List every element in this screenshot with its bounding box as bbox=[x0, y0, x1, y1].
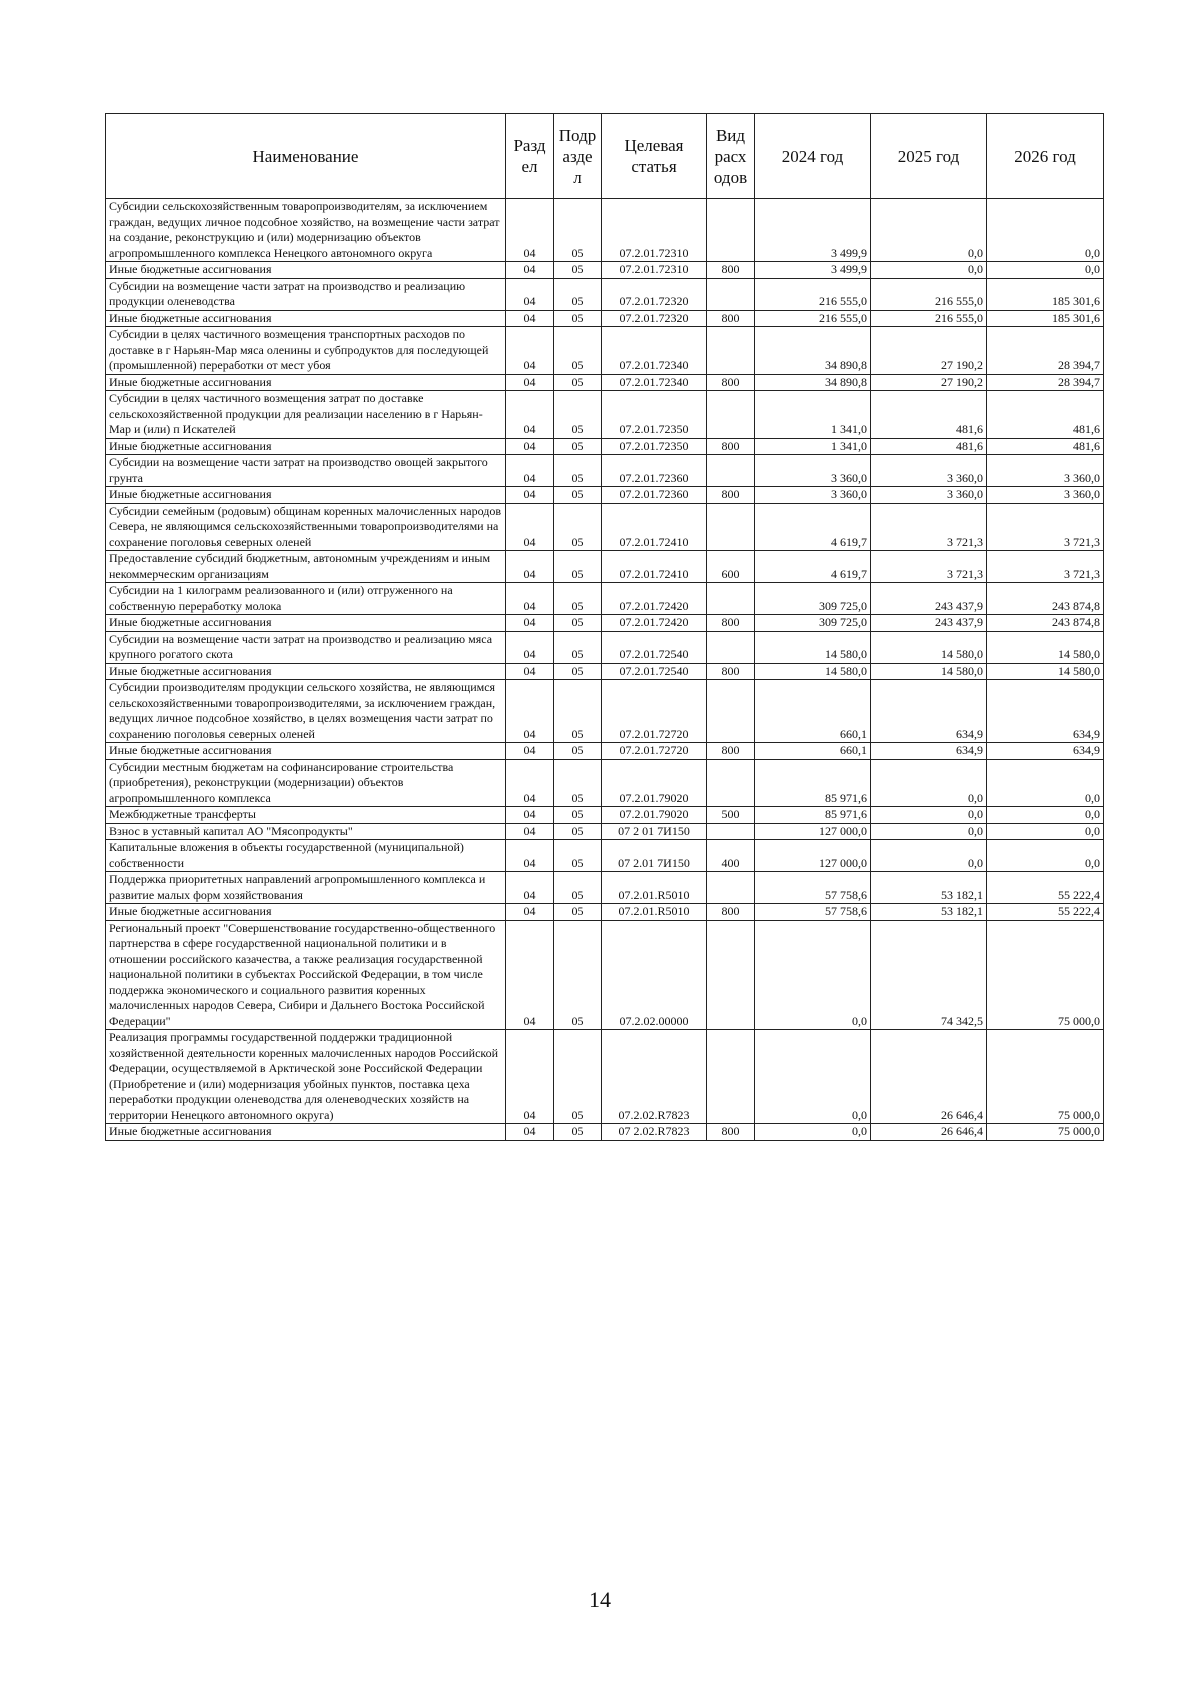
cell-2025: 0,0 bbox=[871, 840, 987, 872]
cell-name: Межбюджетные трансферты bbox=[106, 807, 506, 824]
cell-2025: 3 360,0 bbox=[871, 487, 987, 504]
cell-2026: 185 301,6 bbox=[987, 310, 1104, 327]
cell-target-article: 07.2.01.72410 bbox=[602, 551, 707, 583]
cell-name: Субсидии семейным (родовым) общинам коренных малочисленных народов Севера, не являющимся сельскохозяйственными товаропроизводителями на сохранение поголовья северных оленей bbox=[106, 503, 506, 551]
cell-name: Иные бюджетные ассигнования bbox=[106, 438, 506, 455]
cell-2026: 0,0 bbox=[987, 199, 1104, 262]
table-row bbox=[106, 615, 1104, 632]
cell-razdel: 04 bbox=[506, 904, 554, 921]
cell-2025: 3 721,3 bbox=[871, 503, 987, 551]
table-row bbox=[106, 759, 1104, 807]
cell-razdel: 04 bbox=[506, 327, 554, 375]
cell-2026: 3 721,3 bbox=[987, 551, 1104, 583]
cell-razdel: 04 bbox=[506, 503, 554, 551]
cell-2024: 3 360,0 bbox=[755, 487, 871, 504]
cell-2024: 1 341,0 bbox=[755, 391, 871, 439]
cell-2026: 634,9 bbox=[987, 680, 1104, 743]
cell-2026: 75 000,0 bbox=[987, 920, 1104, 1030]
table-row bbox=[106, 743, 1104, 760]
cell-target-article: 07.2.01.R5010 bbox=[602, 872, 707, 904]
cell-name: Субсидии в целях частичного возмещения транспортных расходов по доставке в г Нарьян-Мар мяса оленины и субпродуктов для последующей (промышленной) переработки от мест убоя bbox=[106, 327, 506, 375]
cell-2024: 216 555,0 bbox=[755, 278, 871, 310]
cell-target-article: 07.2.01.72720 bbox=[602, 680, 707, 743]
cell-expense-type bbox=[707, 327, 755, 375]
cell-target-article: 07.2.01.72320 bbox=[602, 310, 707, 327]
cell-podrazdel: 05 bbox=[554, 615, 602, 632]
table-row bbox=[106, 904, 1104, 921]
cell-podrazdel: 05 bbox=[554, 872, 602, 904]
cell-2024: 14 580,0 bbox=[755, 631, 871, 663]
cell-name: Субсидии на 1 килограмм реализованного и (или) отгруженного на собственную переработку молока bbox=[106, 583, 506, 615]
cell-2024: 14 580,0 bbox=[755, 663, 871, 680]
cell-razdel: 04 bbox=[506, 278, 554, 310]
cell-target-article: 07.2.01.72360 bbox=[602, 455, 707, 487]
cell-2024: 127 000,0 bbox=[755, 823, 871, 840]
cell-2025: 0,0 bbox=[871, 759, 987, 807]
cell-2026: 0,0 bbox=[987, 807, 1104, 824]
cell-expense-type: 800 bbox=[707, 262, 755, 279]
cell-2026: 55 222,4 bbox=[987, 904, 1104, 921]
cell-expense-type bbox=[707, 1030, 755, 1124]
table-row bbox=[106, 278, 1104, 310]
cell-expense-type bbox=[707, 631, 755, 663]
cell-podrazdel: 05 bbox=[554, 487, 602, 504]
cell-expense-type: 500 bbox=[707, 807, 755, 824]
page-number: 14 bbox=[589, 1587, 611, 1612]
cell-2025: 0,0 bbox=[871, 823, 987, 840]
budget-table bbox=[105, 113, 1104, 1141]
table-row bbox=[106, 823, 1104, 840]
cell-name: Субсидии на возмещение части затрат на производство овощей закрытого грунта bbox=[106, 455, 506, 487]
cell-target-article: 07.2.01.72340 bbox=[602, 327, 707, 375]
table-row bbox=[106, 1124, 1104, 1141]
cell-2026: 243 874,8 bbox=[987, 583, 1104, 615]
cell-expense-type: 400 bbox=[707, 840, 755, 872]
cell-2024: 3 360,0 bbox=[755, 455, 871, 487]
cell-2026: 3 721,3 bbox=[987, 503, 1104, 551]
header-name: Наименование bbox=[106, 114, 506, 199]
cell-razdel: 04 bbox=[506, 551, 554, 583]
cell-target-article: 07.2.02.R7823 bbox=[602, 1030, 707, 1124]
cell-podrazdel: 05 bbox=[554, 503, 602, 551]
cell-razdel: 04 bbox=[506, 663, 554, 680]
cell-podrazdel: 05 bbox=[554, 1030, 602, 1124]
cell-2024: 85 971,6 bbox=[755, 759, 871, 807]
cell-2024: 0,0 bbox=[755, 1124, 871, 1141]
cell-target-article: 07.2.01.72350 bbox=[602, 438, 707, 455]
cell-target-article: 07.2.01.72420 bbox=[602, 615, 707, 632]
cell-razdel: 04 bbox=[506, 823, 554, 840]
cell-2026: 3 360,0 bbox=[987, 487, 1104, 504]
cell-2025: 26 646,4 bbox=[871, 1124, 987, 1141]
cell-expense-type bbox=[707, 920, 755, 1030]
cell-razdel: 04 bbox=[506, 1124, 554, 1141]
cell-target-article: 07.2.01.72420 bbox=[602, 583, 707, 615]
cell-name: Взнос в уставный капитал АО "Мясопродукты" bbox=[106, 823, 506, 840]
cell-podrazdel: 05 bbox=[554, 663, 602, 680]
cell-razdel: 04 bbox=[506, 807, 554, 824]
cell-2025: 243 437,9 bbox=[871, 583, 987, 615]
cell-name: Иные бюджетные ассигнования bbox=[106, 487, 506, 504]
cell-podrazdel: 05 bbox=[554, 920, 602, 1030]
cell-2024: 0,0 bbox=[755, 920, 871, 1030]
header-vid: Вид расх одов bbox=[707, 114, 755, 199]
cell-2025: 53 182,1 bbox=[871, 872, 987, 904]
cell-name: Иные бюджетные ассигнования bbox=[106, 743, 506, 760]
cell-2025: 27 190,2 bbox=[871, 327, 987, 375]
cell-expense-type bbox=[707, 278, 755, 310]
cell-2026: 28 394,7 bbox=[987, 374, 1104, 391]
document-page bbox=[105, 113, 1103, 1141]
cell-target-article: 07.2.01.72310 bbox=[602, 262, 707, 279]
cell-razdel: 04 bbox=[506, 872, 554, 904]
cell-name: Региональный проект "Совершенствование государственно-общественного партнерства в сфере государственной национальной политики и в отношении российского казачества, а также реализация государственной национальной политики в субъектах Российской Федерации, в том числе поддержка экономического и социального развития коренных малочисленных народов Севера, Сибири и Дальнего Востока Российской Федерации" bbox=[106, 920, 506, 1030]
cell-expense-type: 800 bbox=[707, 743, 755, 760]
cell-target-article: 07.2.01.72410 bbox=[602, 503, 707, 551]
cell-2025: 0,0 bbox=[871, 262, 987, 279]
cell-2025: 243 437,9 bbox=[871, 615, 987, 632]
cell-2026: 185 301,6 bbox=[987, 278, 1104, 310]
cell-2024: 0,0 bbox=[755, 1030, 871, 1124]
cell-podrazdel: 05 bbox=[554, 391, 602, 439]
header-2025: 2025 год bbox=[871, 114, 987, 199]
cell-target-article: 07.2.01.72540 bbox=[602, 631, 707, 663]
cell-razdel: 04 bbox=[506, 615, 554, 632]
cell-name: Субсидии местным бюджетам на софинансирование строительства (приобретения), реконструкции (модернизации) объектов агропромышленного комплекса bbox=[106, 759, 506, 807]
cell-podrazdel: 05 bbox=[554, 199, 602, 262]
cell-expense-type: 800 bbox=[707, 663, 755, 680]
table-row bbox=[106, 438, 1104, 455]
cell-2026: 0,0 bbox=[987, 823, 1104, 840]
cell-target-article: 07.2.01.79020 bbox=[602, 807, 707, 824]
cell-name: Иные бюджетные ассигнования bbox=[106, 262, 506, 279]
cell-2025: 3 721,3 bbox=[871, 551, 987, 583]
cell-expense-type: 800 bbox=[707, 487, 755, 504]
cell-2025: 216 555,0 bbox=[871, 310, 987, 327]
cell-name: Капитальные вложения в объекты государственной (муниципальной) собственности bbox=[106, 840, 506, 872]
cell-razdel: 04 bbox=[506, 374, 554, 391]
cell-name: Субсидии сельскохозяйственным товаропроизводителям, за исключением граждан, ведущих личное подсобное хозяйство, на возмещение части затрат на создание, реконструкцию и (или) модернизацию объектов агропромышленного комплекса Ненецкого автономного округа bbox=[106, 199, 506, 262]
cell-2025: 26 646,4 bbox=[871, 1030, 987, 1124]
cell-2024: 57 758,6 bbox=[755, 872, 871, 904]
table-row bbox=[106, 551, 1104, 583]
cell-razdel: 04 bbox=[506, 840, 554, 872]
cell-target-article: 07.2.01.72340 bbox=[602, 374, 707, 391]
cell-target-article: 07 2 01 7И150 bbox=[602, 823, 707, 840]
cell-2025: 634,9 bbox=[871, 743, 987, 760]
cell-name: Иные бюджетные ассигнования bbox=[106, 663, 506, 680]
cell-2024: 1 341,0 bbox=[755, 438, 871, 455]
cell-2025: 481,6 bbox=[871, 438, 987, 455]
table-row bbox=[106, 680, 1104, 743]
cell-razdel: 04 bbox=[506, 262, 554, 279]
cell-name: Иные бюджетные ассигнования bbox=[106, 1124, 506, 1141]
cell-podrazdel: 05 bbox=[554, 310, 602, 327]
cell-razdel: 04 bbox=[506, 631, 554, 663]
cell-2026: 75 000,0 bbox=[987, 1030, 1104, 1124]
table-row bbox=[106, 199, 1104, 262]
cell-name: Иные бюджетные ассигнования bbox=[106, 374, 506, 391]
cell-2025: 53 182,1 bbox=[871, 904, 987, 921]
cell-podrazdel: 05 bbox=[554, 374, 602, 391]
cell-podrazdel: 05 bbox=[554, 807, 602, 824]
cell-2025: 14 580,0 bbox=[871, 663, 987, 680]
cell-2025: 481,6 bbox=[871, 391, 987, 439]
cell-podrazdel: 05 bbox=[554, 631, 602, 663]
cell-2025: 14 580,0 bbox=[871, 631, 987, 663]
cell-name: Иные бюджетные ассигнования bbox=[106, 310, 506, 327]
cell-2026: 481,6 bbox=[987, 391, 1104, 439]
cell-expense-type: 800 bbox=[707, 438, 755, 455]
table-row bbox=[106, 455, 1104, 487]
cell-2025: 216 555,0 bbox=[871, 278, 987, 310]
cell-razdel: 04 bbox=[506, 199, 554, 262]
cell-target-article: 07.2.01.72720 bbox=[602, 743, 707, 760]
cell-2025: 27 190,2 bbox=[871, 374, 987, 391]
cell-razdel: 04 bbox=[506, 391, 554, 439]
cell-2025: 3 360,0 bbox=[871, 455, 987, 487]
table-row bbox=[106, 663, 1104, 680]
cell-2024: 660,1 bbox=[755, 743, 871, 760]
cell-name: Реализация программы государственной поддержки традиционной хозяйственной деятельности коренных малочисленных народов Российской Федерации, осуществляемой в Арктической зоне Российской Федерации (Приобретение и (или) модернизация убойных пунктов, поставка цеха переработки продукции оленеводства для оленеводческих хозяйств на территории Ненецкого автономного округа) bbox=[106, 1030, 506, 1124]
table-header-row bbox=[106, 114, 1104, 199]
cell-expense-type bbox=[707, 503, 755, 551]
table-row bbox=[106, 807, 1104, 824]
table-row bbox=[106, 872, 1104, 904]
cell-2026: 0,0 bbox=[987, 262, 1104, 279]
cell-target-article: 07.2.01.72540 bbox=[602, 663, 707, 680]
cell-podrazdel: 05 bbox=[554, 438, 602, 455]
table-row bbox=[106, 920, 1104, 1030]
table-row bbox=[106, 503, 1104, 551]
table-row bbox=[106, 583, 1104, 615]
cell-2024: 4 619,7 bbox=[755, 503, 871, 551]
header-podrazdel: Подр азде л bbox=[554, 114, 602, 199]
cell-name: Субсидии производителям продукции сельского хозяйства, не являющимся сельскохозяйственными товаропроизводителями, за исключением граждан, ведущих личное подсобное хозяйство, в целях возмещения части затрат по сохранению поголовья северных оленей bbox=[106, 680, 506, 743]
cell-2026: 0,0 bbox=[987, 840, 1104, 872]
table-row bbox=[106, 631, 1104, 663]
cell-2024: 3 499,9 bbox=[755, 262, 871, 279]
cell-razdel: 04 bbox=[506, 455, 554, 487]
cell-2026: 75 000,0 bbox=[987, 1124, 1104, 1141]
cell-name: Иные бюджетные ассигнования bbox=[106, 904, 506, 921]
cell-expense-type: 800 bbox=[707, 1124, 755, 1141]
cell-2024: 127 000,0 bbox=[755, 840, 871, 872]
table-row bbox=[106, 262, 1104, 279]
table-row bbox=[106, 840, 1104, 872]
table-row bbox=[106, 310, 1104, 327]
header-razdel: Разд ел bbox=[506, 114, 554, 199]
table-row bbox=[106, 327, 1104, 375]
cell-name: Субсидии на возмещение части затрат на производство и реализацию мяса крупного рогатого скота bbox=[106, 631, 506, 663]
cell-expense-type bbox=[707, 759, 755, 807]
cell-target-article: 07.2.01.72350 bbox=[602, 391, 707, 439]
cell-razdel: 04 bbox=[506, 920, 554, 1030]
cell-razdel: 04 bbox=[506, 438, 554, 455]
cell-2025: 0,0 bbox=[871, 807, 987, 824]
cell-2026: 55 222,4 bbox=[987, 872, 1104, 904]
cell-razdel: 04 bbox=[506, 1030, 554, 1124]
cell-2026: 3 360,0 bbox=[987, 455, 1104, 487]
cell-expense-type bbox=[707, 199, 755, 262]
cell-razdel: 04 bbox=[506, 680, 554, 743]
cell-expense-type bbox=[707, 823, 755, 840]
cell-podrazdel: 05 bbox=[554, 680, 602, 743]
cell-target-article: 07.2.02.00000 bbox=[602, 920, 707, 1030]
cell-expense-type bbox=[707, 391, 755, 439]
cell-2024: 309 725,0 bbox=[755, 583, 871, 615]
header-celevaya: Целевая статья bbox=[602, 114, 707, 199]
cell-2026: 481,6 bbox=[987, 438, 1104, 455]
cell-2024: 85 971,6 bbox=[755, 807, 871, 824]
cell-2026: 634,9 bbox=[987, 743, 1104, 760]
cell-razdel: 04 bbox=[506, 487, 554, 504]
cell-2024: 216 555,0 bbox=[755, 310, 871, 327]
cell-2024: 3 499,9 bbox=[755, 199, 871, 262]
cell-2026: 14 580,0 bbox=[987, 631, 1104, 663]
cell-podrazdel: 05 bbox=[554, 278, 602, 310]
header-2024: 2024 год bbox=[755, 114, 871, 199]
cell-podrazdel: 05 bbox=[554, 904, 602, 921]
cell-target-article: 07.2.01.72320 bbox=[602, 278, 707, 310]
cell-name: Субсидии в целях частичного возмещения затрат по доставке сельскохозяйственной продукции для реализации населению в г Нарьян-Мар и (или) п Искателей bbox=[106, 391, 506, 439]
cell-razdel: 04 bbox=[506, 743, 554, 760]
cell-2025: 634,9 bbox=[871, 680, 987, 743]
cell-expense-type: 800 bbox=[707, 615, 755, 632]
table-row bbox=[106, 374, 1104, 391]
cell-podrazdel: 05 bbox=[554, 759, 602, 807]
cell-target-article: 07 2.02.R7823 bbox=[602, 1124, 707, 1141]
cell-razdel: 04 bbox=[506, 759, 554, 807]
cell-expense-type: 800 bbox=[707, 374, 755, 391]
table-body bbox=[106, 199, 1104, 1141]
cell-podrazdel: 05 bbox=[554, 1124, 602, 1141]
cell-2024: 57 758,6 bbox=[755, 904, 871, 921]
cell-podrazdel: 05 bbox=[554, 583, 602, 615]
cell-2024: 34 890,8 bbox=[755, 374, 871, 391]
table-row bbox=[106, 487, 1104, 504]
cell-target-article: 07.2.01.R5010 bbox=[602, 904, 707, 921]
cell-2024: 4 619,7 bbox=[755, 551, 871, 583]
cell-podrazdel: 05 bbox=[554, 262, 602, 279]
cell-2026: 0,0 bbox=[987, 759, 1104, 807]
cell-target-article: 07 2.01 7И150 bbox=[602, 840, 707, 872]
cell-target-article: 07.2.01.72360 bbox=[602, 487, 707, 504]
cell-expense-type: 600 bbox=[707, 551, 755, 583]
cell-name: Иные бюджетные ассигнования bbox=[106, 615, 506, 632]
cell-expense-type: 800 bbox=[707, 904, 755, 921]
cell-podrazdel: 05 bbox=[554, 455, 602, 487]
cell-podrazdel: 05 bbox=[554, 743, 602, 760]
header-2026: 2026 год bbox=[987, 114, 1104, 199]
cell-name: Поддержка приоритетных направлений агропромышленного комплекса и развитие малых форм хозяйствования bbox=[106, 872, 506, 904]
cell-2025: 0,0 bbox=[871, 199, 987, 262]
cell-target-article: 07.2.01.72310 bbox=[602, 199, 707, 262]
cell-name: Субсидии на возмещение части затрат на производство и реализацию продукции оленеводства bbox=[106, 278, 506, 310]
cell-name: Предоставление субсидий бюджетным, автономным учреждениям и иным некоммерческим организациям bbox=[106, 551, 506, 583]
cell-expense-type bbox=[707, 583, 755, 615]
cell-razdel: 04 bbox=[506, 583, 554, 615]
cell-razdel: 04 bbox=[506, 310, 554, 327]
cell-podrazdel: 05 bbox=[554, 823, 602, 840]
cell-2026: 28 394,7 bbox=[987, 327, 1104, 375]
cell-2024: 34 890,8 bbox=[755, 327, 871, 375]
table-row bbox=[106, 1030, 1104, 1124]
cell-target-article: 07.2.01.79020 bbox=[602, 759, 707, 807]
cell-expense-type bbox=[707, 872, 755, 904]
table-row bbox=[106, 391, 1104, 439]
cell-podrazdel: 05 bbox=[554, 551, 602, 583]
cell-expense-type bbox=[707, 680, 755, 743]
cell-2025: 74 342,5 bbox=[871, 920, 987, 1030]
cell-expense-type: 800 bbox=[707, 310, 755, 327]
cell-2026: 243 874,8 bbox=[987, 615, 1104, 632]
cell-expense-type bbox=[707, 455, 755, 487]
cell-podrazdel: 05 bbox=[554, 327, 602, 375]
cell-2026: 14 580,0 bbox=[987, 663, 1104, 680]
cell-podrazdel: 05 bbox=[554, 840, 602, 872]
cell-2024: 660,1 bbox=[755, 680, 871, 743]
cell-2024: 309 725,0 bbox=[755, 615, 871, 632]
